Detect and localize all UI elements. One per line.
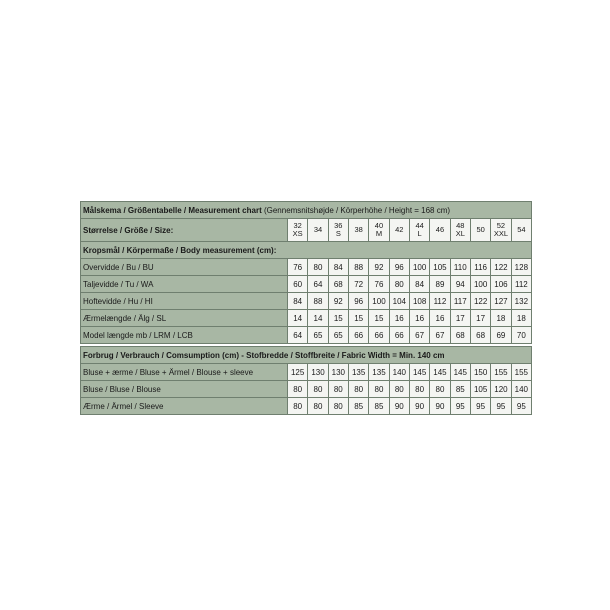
value-cell: 105 xyxy=(470,381,490,398)
size-number: 36 xyxy=(334,221,343,230)
value-cell: 132 xyxy=(511,293,532,310)
value-cell: 66 xyxy=(348,327,368,344)
value-cell: 112 xyxy=(430,293,450,310)
measurement-title-bold: Målskema / Größentabelle / Measurement chart xyxy=(83,205,262,215)
size-cell xyxy=(470,219,490,242)
size-number: 52 xyxy=(496,221,506,230)
value-cell: 80 xyxy=(430,381,450,398)
value-cell: 112 xyxy=(511,276,532,293)
value-cell: 80 xyxy=(328,381,348,398)
value-cell: 80 xyxy=(348,381,368,398)
row-label: Bluse / Bluse / Blouse xyxy=(81,381,288,398)
value-cell: 80 xyxy=(409,381,429,398)
value-cell: 84 xyxy=(328,259,348,276)
value-cell: 108 xyxy=(409,293,429,310)
value-cell: 88 xyxy=(308,293,328,310)
value-cell: 90 xyxy=(409,398,429,415)
value-cell: 16 xyxy=(389,310,409,327)
value-cell: 96 xyxy=(348,293,368,310)
value-cell: 155 xyxy=(511,364,531,381)
measurement-chart-title xyxy=(81,202,532,219)
value-cell: 80 xyxy=(369,381,389,398)
size-number: 44 xyxy=(415,221,424,230)
value-cell: 65 xyxy=(308,327,328,344)
consumption-chart-title: Forbrug / Verbrauch / Comsumption (cm) - Stofbredde / Stoffbreite / Fabric Width = Min. 140 cm xyxy=(81,347,532,364)
value-cell: 145 xyxy=(450,364,470,381)
value-cell: 80 xyxy=(328,398,348,415)
size-number: 38 xyxy=(354,225,363,234)
value-cell: 16 xyxy=(430,310,450,327)
value-cell: 14 xyxy=(288,310,308,327)
value-cell: 70 xyxy=(511,327,532,344)
size-number: 54 xyxy=(517,225,526,234)
size-letter: XL xyxy=(455,229,465,238)
value-cell: 110 xyxy=(450,259,470,276)
value-cell: 80 xyxy=(389,381,409,398)
value-cell: 14 xyxy=(308,310,328,327)
value-cell: 15 xyxy=(369,310,389,327)
value-cell: 95 xyxy=(511,398,531,415)
value-cell: 80 xyxy=(288,398,308,415)
value-cell: 145 xyxy=(409,364,429,381)
value-cell: 140 xyxy=(511,381,531,398)
size-number: 32 xyxy=(293,221,302,230)
value-cell: 105 xyxy=(430,259,450,276)
value-cell: 17 xyxy=(470,310,490,327)
size-cell xyxy=(409,219,429,242)
size-letter: XS xyxy=(292,229,303,238)
size-number: 40 xyxy=(374,221,384,230)
value-cell: 66 xyxy=(389,327,409,344)
value-cell: 100 xyxy=(409,259,429,276)
size-number: 48 xyxy=(456,221,465,230)
value-cell: 95 xyxy=(491,398,511,415)
table-row xyxy=(81,259,532,276)
value-cell: 127 xyxy=(491,293,511,310)
value-cell: 145 xyxy=(430,364,450,381)
row-label: Model længde mb / LRM / LCB xyxy=(81,327,288,344)
value-cell: 94 xyxy=(450,276,470,293)
size-cell xyxy=(369,219,389,242)
value-cell: 106 xyxy=(491,276,511,293)
row-label: Taljevidde / Tu / WA xyxy=(81,276,288,293)
size-letter: XXL xyxy=(493,229,509,238)
consumption-title-row xyxy=(81,347,532,364)
value-cell: 100 xyxy=(369,293,389,310)
value-cell: 80 xyxy=(308,398,328,415)
value-cell: 104 xyxy=(389,293,409,310)
consumption-chart-table xyxy=(80,346,532,415)
table-row xyxy=(81,364,532,381)
value-cell: 15 xyxy=(348,310,368,327)
value-cell: 64 xyxy=(308,276,328,293)
size-cell xyxy=(511,219,532,242)
measurement-title-height: (Gennemsnitshøjde / Körperhöhe / Height = 168 cm) xyxy=(261,205,451,215)
value-cell: 88 xyxy=(348,259,368,276)
value-cell: 96 xyxy=(389,259,409,276)
value-cell: 67 xyxy=(409,327,429,344)
value-cell: 92 xyxy=(369,259,389,276)
value-cell: 68 xyxy=(328,276,348,293)
value-cell: 69 xyxy=(491,327,511,344)
size-cell xyxy=(288,219,308,242)
size-number: 50 xyxy=(476,225,485,234)
measurement-title-row xyxy=(81,202,532,219)
table-row xyxy=(81,310,532,327)
value-cell: 122 xyxy=(491,259,511,276)
size-number: 34 xyxy=(313,225,323,234)
value-cell: 18 xyxy=(511,310,532,327)
value-cell: 66 xyxy=(369,327,389,344)
value-cell: 125 xyxy=(288,364,308,381)
row-label: Ærmelængde / Älg / SL xyxy=(81,310,288,327)
size-letter: S xyxy=(335,229,341,238)
value-cell: 90 xyxy=(389,398,409,415)
value-cell: 68 xyxy=(450,327,470,344)
value-cell: 18 xyxy=(491,310,511,327)
row-label: Overvidde / Bu / BU xyxy=(81,259,288,276)
value-cell: 84 xyxy=(288,293,308,310)
value-cell: 117 xyxy=(450,293,470,310)
size-cell xyxy=(491,219,511,242)
value-cell: 85 xyxy=(348,398,368,415)
value-cell: 64 xyxy=(288,327,308,344)
value-cell: 76 xyxy=(288,259,308,276)
value-cell: 65 xyxy=(328,327,348,344)
value-cell: 122 xyxy=(470,293,490,310)
value-cell: 95 xyxy=(450,398,470,415)
value-cell: 135 xyxy=(348,364,368,381)
table-row xyxy=(81,293,532,310)
value-cell: 89 xyxy=(430,276,450,293)
size-letter: M xyxy=(375,229,383,238)
value-cell: 90 xyxy=(430,398,450,415)
value-cell: 128 xyxy=(511,259,532,276)
table-row xyxy=(81,276,532,293)
value-cell: 85 xyxy=(450,381,470,398)
value-cell: 116 xyxy=(470,259,490,276)
value-cell: 84 xyxy=(409,276,429,293)
row-label: Ærme / Ärmel / Sleeve xyxy=(81,398,288,415)
value-cell: 120 xyxy=(491,381,511,398)
value-cell: 155 xyxy=(491,364,511,381)
value-cell: 68 xyxy=(470,327,490,344)
size-letter: L xyxy=(417,229,422,238)
value-cell: 16 xyxy=(409,310,429,327)
value-cell: 100 xyxy=(470,276,490,293)
size-cell xyxy=(348,219,368,242)
size-label: Størrelse / Größe / Size: xyxy=(81,219,288,242)
value-cell: 80 xyxy=(308,381,328,398)
measurement-chart-table xyxy=(80,201,532,344)
size-number: 46 xyxy=(435,225,445,234)
value-cell: 60 xyxy=(288,276,308,293)
row-label: Bluse + ærme / Bluse + Ärmel / Blouse + sleeve xyxy=(81,364,288,381)
value-cell: 80 xyxy=(288,381,308,398)
value-cell: 15 xyxy=(328,310,348,327)
value-cell: 76 xyxy=(369,276,389,293)
value-cell: 130 xyxy=(308,364,328,381)
size-cell xyxy=(389,219,409,242)
table-row xyxy=(81,327,532,344)
value-cell: 80 xyxy=(308,259,328,276)
table-row xyxy=(81,381,532,398)
value-cell: 130 xyxy=(328,364,348,381)
size-cell xyxy=(450,219,470,242)
size-cell xyxy=(308,219,328,242)
value-cell: 95 xyxy=(470,398,490,415)
size-cell xyxy=(430,219,450,242)
value-cell: 17 xyxy=(450,310,470,327)
value-cell: 135 xyxy=(369,364,389,381)
size-number: 42 xyxy=(395,225,404,234)
value-cell: 150 xyxy=(470,364,490,381)
value-cell: 80 xyxy=(389,276,409,293)
table-row xyxy=(81,398,532,415)
value-cell: 72 xyxy=(348,276,368,293)
body-measurement-section-row xyxy=(81,242,532,259)
size-cell xyxy=(328,219,348,242)
row-label: Hoftevidde / Hu / HI xyxy=(81,293,288,310)
value-cell: 67 xyxy=(430,327,450,344)
size-row xyxy=(81,219,532,242)
value-cell: 85 xyxy=(369,398,389,415)
value-cell: 92 xyxy=(328,293,348,310)
value-cell: 140 xyxy=(389,364,409,381)
body-measurement-section-title: Kropsmål / Körpermaße / Body measurement (cm): xyxy=(81,242,532,259)
